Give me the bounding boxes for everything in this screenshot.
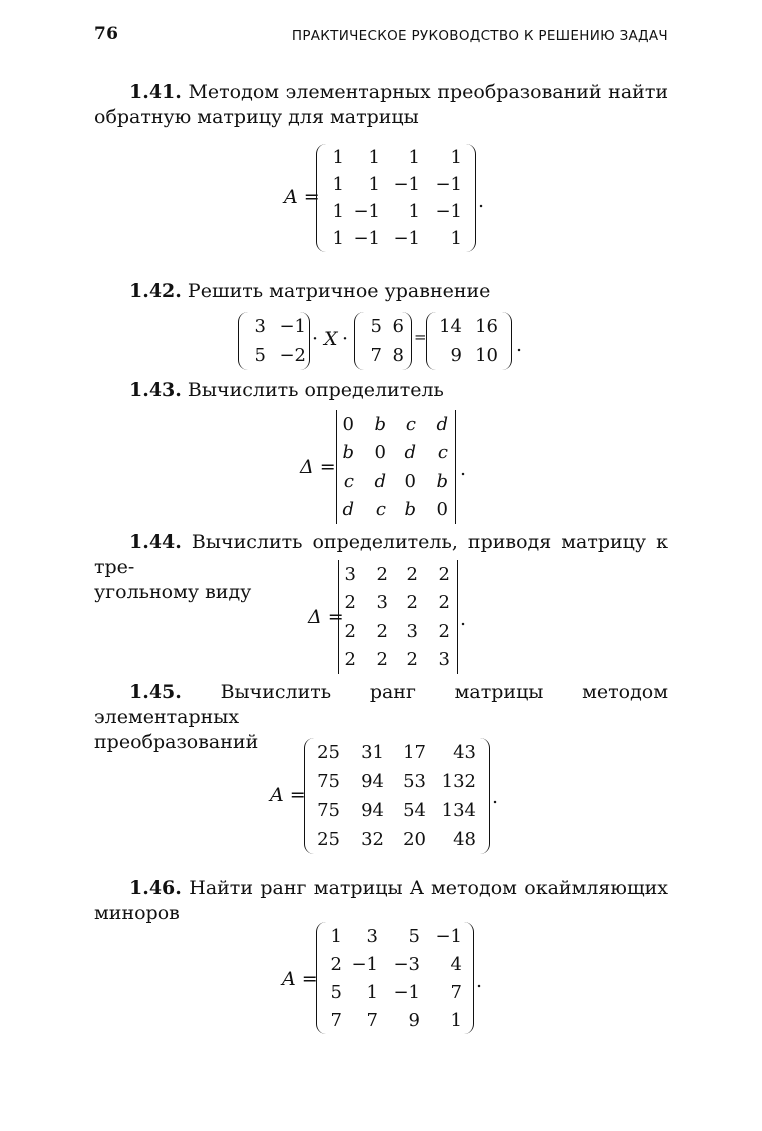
matrix-cell: −1 xyxy=(393,981,420,1003)
matrix-cell: 1 xyxy=(332,201,344,222)
equation-lhs: A = xyxy=(284,186,320,208)
equation-lhs: Δ = xyxy=(308,606,344,628)
matrix-cell: 2 xyxy=(344,620,356,642)
matrix-cell: 6 xyxy=(392,316,404,337)
problem-1-46-statement xyxy=(94,876,668,926)
problem-text-line2: преобразований xyxy=(94,731,259,753)
problem-text-line2: обратную матрицу для матрицы xyxy=(94,106,419,128)
matrix-cell: d xyxy=(436,413,448,435)
problem-text: Вычислить ранг матрицы методом элементарных xyxy=(94,681,668,728)
matrix-equation-1-41 xyxy=(284,144,494,252)
matrix-cell: 1 xyxy=(332,147,344,168)
matrix-result xyxy=(426,312,512,370)
matrix-cell: c xyxy=(343,470,354,492)
matrix-cell: 134 xyxy=(441,800,476,821)
right-paren xyxy=(464,922,474,1034)
matrix-cell: 2 xyxy=(330,953,342,975)
end-period: . xyxy=(492,786,499,808)
problem-number: 1.44. xyxy=(129,531,182,553)
matrix-cell: c xyxy=(437,442,448,464)
matrix-cell: 75 xyxy=(317,800,340,821)
problem-text: Найти ранг матрицы A методом окаймляющих xyxy=(181,877,668,899)
matrix-cell: d xyxy=(342,499,354,521)
matrix-cell: −1 xyxy=(279,316,306,337)
matrix-cell: 9 xyxy=(408,1009,420,1031)
matrix-cell: 0 xyxy=(342,413,354,435)
matrix-cell: 31 xyxy=(361,742,384,763)
matrix-cell: 2 xyxy=(344,592,356,614)
problem-1-42-statement xyxy=(94,279,668,304)
matrix-cell: −3 xyxy=(393,953,420,975)
matrix-cell: 5 xyxy=(330,981,342,1003)
left-paren xyxy=(316,922,326,1034)
matrix-cell: 2 xyxy=(376,563,388,585)
matrix-cell: b xyxy=(374,413,386,435)
matrix-cell: 5 xyxy=(254,345,266,366)
problem-1-41-statement xyxy=(94,80,668,130)
matrix-cell: 3 xyxy=(406,620,418,642)
matrix-cell: 0 xyxy=(374,442,386,464)
matrix-cell: 3 xyxy=(366,925,378,947)
matrix-cell: 17 xyxy=(403,742,426,763)
matrix-equation-1-46 xyxy=(282,922,492,1034)
matrix-equation-1-45 xyxy=(270,738,500,854)
matrix-cell: 132 xyxy=(441,771,476,792)
matrix-cell: 9 xyxy=(450,345,462,366)
matrix-cell: 0 xyxy=(404,470,416,492)
matrix-cell: c xyxy=(375,499,386,521)
matrix-left xyxy=(238,312,310,370)
matrix-cell: 7 xyxy=(366,1009,378,1031)
matrix-cell: 3 xyxy=(376,592,388,614)
end-period: . xyxy=(460,608,467,630)
matrix-cell: 32 xyxy=(361,829,384,850)
matrix-cell: 43 xyxy=(453,742,476,763)
dot-operator: · xyxy=(342,328,349,350)
matrix-cell: 1 xyxy=(366,981,378,1003)
determinant-1-43 xyxy=(300,410,480,524)
matrix-cell: 14 xyxy=(439,316,462,337)
matrix-cell: d xyxy=(404,442,416,464)
matrix-cell: 2 xyxy=(376,649,388,671)
matrix-cell: −2 xyxy=(279,345,306,366)
matrix-cell: 75 xyxy=(317,771,340,792)
end-period: . xyxy=(460,458,467,480)
matrix-cell: b xyxy=(404,499,416,521)
matrix-cell: 2 xyxy=(406,592,418,614)
matrix-cell: 0 xyxy=(436,499,448,521)
matrix-A xyxy=(316,922,474,1034)
matrix-cell: 25 xyxy=(317,742,340,763)
page-number: 76 xyxy=(94,24,119,44)
matrix-cell: −1 xyxy=(435,201,462,222)
matrix-cell: −1 xyxy=(435,925,462,947)
matrix-cell: 1 xyxy=(450,147,462,168)
problem-text-line2: миноров xyxy=(94,902,180,924)
problem-1-43-statement xyxy=(94,378,668,403)
right-paren xyxy=(466,144,476,252)
dot-operator: · xyxy=(312,328,319,350)
matrix-cell: 94 xyxy=(361,771,384,792)
matrix-cell: 3 xyxy=(438,649,450,671)
matrix-cell: 54 xyxy=(403,800,426,821)
matrix-cell: b xyxy=(436,470,448,492)
left-paren xyxy=(304,738,314,854)
equation-lhs: A = xyxy=(282,968,318,990)
matrix-cell: 1 xyxy=(450,1009,462,1031)
matrix-cell: 2 xyxy=(344,649,356,671)
matrix-cell: 25 xyxy=(317,829,340,850)
matrix-cell: 1 xyxy=(368,174,380,195)
matrix-cell: b xyxy=(342,442,354,464)
matrix-cell: 4 xyxy=(450,953,462,975)
matrix-cell: 10 xyxy=(475,345,498,366)
matrix-cell: 48 xyxy=(453,829,476,850)
left-paren xyxy=(316,144,326,252)
problem-text-line2: угольному виду xyxy=(94,581,252,603)
matrix-cell: d xyxy=(374,470,386,492)
matrix-cell: 7 xyxy=(450,981,462,1003)
unknown-X: X xyxy=(324,328,338,350)
matrix-cell: 20 xyxy=(403,829,426,850)
equals-sign: = xyxy=(414,328,427,346)
matrix-cell: 1 xyxy=(408,147,420,168)
left-paren xyxy=(238,312,248,370)
end-period: . xyxy=(516,334,523,356)
matrix-cell: −1 xyxy=(393,228,420,249)
left-paren xyxy=(354,312,364,370)
matrix-cell: 1 xyxy=(368,147,380,168)
matrix-right-factor xyxy=(354,312,412,370)
matrix-cell: 2 xyxy=(406,649,418,671)
matrix-A xyxy=(304,738,490,854)
matrix-cell: 16 xyxy=(475,316,498,337)
left-paren xyxy=(426,312,436,370)
matrix-cell: 7 xyxy=(370,345,382,366)
problem-text: Решить матричное уравнение xyxy=(181,280,491,302)
matrix-cell: 2 xyxy=(406,563,418,585)
problem-number: 1.42. xyxy=(129,280,182,302)
equation-lhs: A = xyxy=(270,784,306,806)
matrix-cell: −1 xyxy=(351,953,378,975)
right-paren xyxy=(480,738,490,854)
matrix-cell: 1 xyxy=(332,228,344,249)
matrix-equation-1-42 xyxy=(238,312,538,370)
matrix-cell: 1 xyxy=(408,201,420,222)
matrix-cell: 2 xyxy=(438,563,450,585)
matrix-cell: 1 xyxy=(332,174,344,195)
equation-lhs: Δ = xyxy=(300,456,336,478)
matrix-cell: −1 xyxy=(435,174,462,195)
matrix-cell: 1 xyxy=(330,925,342,947)
matrix-cell: −1 xyxy=(353,201,380,222)
matrix-cell: −1 xyxy=(353,228,380,249)
right-paren xyxy=(502,312,512,370)
matrix-cell: −1 xyxy=(393,174,420,195)
determinant-1-44 xyxy=(308,560,478,674)
end-period: . xyxy=(476,970,483,992)
problem-number: 1.45. xyxy=(129,681,182,703)
matrix-cell: 2 xyxy=(376,620,388,642)
problem-number: 1.46. xyxy=(129,877,182,899)
problem-text: Вычислить определитель xyxy=(181,379,444,401)
matrix-cell: 7 xyxy=(330,1009,342,1031)
matrix-cell: 5 xyxy=(370,316,382,337)
matrix-cell: 2 xyxy=(438,620,450,642)
problem-number: 1.41. xyxy=(129,81,182,103)
matrix-cell: 5 xyxy=(408,925,420,947)
running-title: ПРАКТИЧЕСКОЕ РУКОВОДСТВО К РЕШЕНИЮ ЗАДАЧ xyxy=(291,28,668,44)
matrix-cell: 53 xyxy=(403,771,426,792)
problem-text: Вычислить определитель, приводя матрицу к тре- xyxy=(94,531,668,578)
problem-text: Методом элементарных преобразований найти xyxy=(181,81,668,103)
determinant-matrix xyxy=(336,560,460,674)
matrix-cell: 1 xyxy=(450,228,462,249)
matrix-A xyxy=(316,144,476,252)
determinant-matrix xyxy=(334,410,458,524)
problem-number: 1.43. xyxy=(129,379,182,401)
matrix-cell: c xyxy=(405,413,416,435)
matrix-cell: 3 xyxy=(344,563,356,585)
matrix-cell: 3 xyxy=(254,316,266,337)
matrix-cell: 8 xyxy=(392,345,404,366)
matrix-cell: 94 xyxy=(361,800,384,821)
end-period: . xyxy=(478,190,485,212)
matrix-cell: 2 xyxy=(438,592,450,614)
